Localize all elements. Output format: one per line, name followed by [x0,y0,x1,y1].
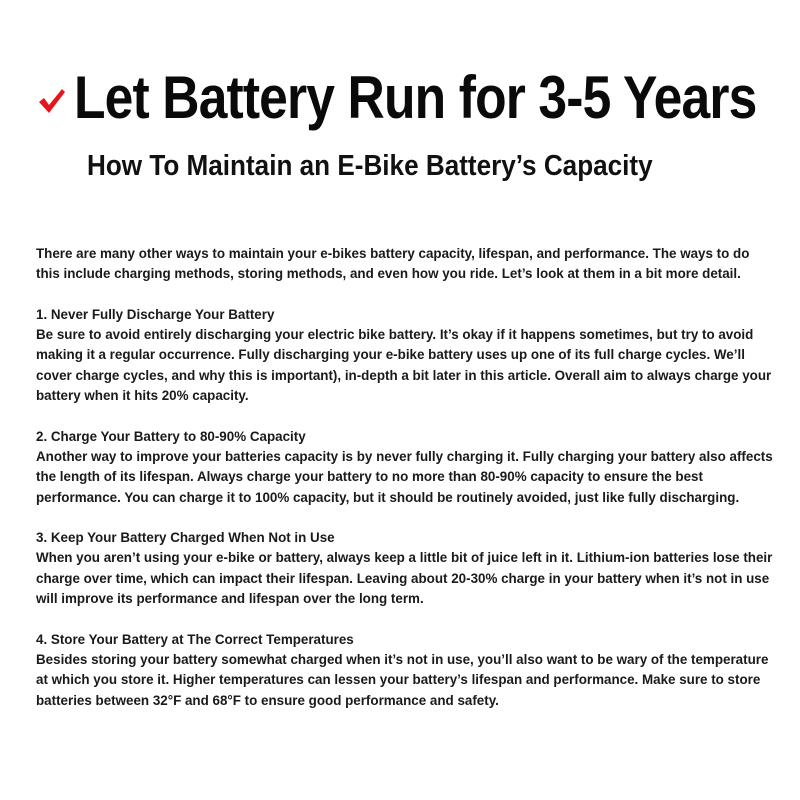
title-row [0,62,800,132]
section-store-temperature [36,630,776,711]
section-body: When you aren’t using your e-bike or battery, always keep a little bit of juice left in it. Lithium-ion batteries lose their charge over time, which can impact their lifespan. Leaving about 20-30% charge in your battery when it’s not in use will improve its performance and lifespan over the long term. [36,550,773,607]
section-heading: 2. Charge Your Battery to 80-90% Capacity [36,428,306,444]
section-charge-80-90 [36,427,776,508]
section-never-discharge [36,305,776,406]
main-title: Let Battery Run for 3-5 Years [74,63,757,131]
section-heading: 1. Never Fully Discharge Your Battery [36,306,275,322]
section-heading: 3. Keep Your Battery Charged When Not in Use [36,530,335,546]
article-body [36,244,776,731]
intro-paragraph: There are many other ways to maintain your e-bikes battery capacity, lifespan, and performance. The ways to do this include charging methods, storing methods, and even how you ride. Let’s look at them in a bit more detail. [36,246,750,282]
section-body: Another way to improve your batteries capacity is by never fully charging it. Fully charging your battery also affects the length of its lifespan. Always charge your battery to no more than 80-90% capacity to ensure the best performance. You can charge it to 100% capacity, but it should be routinely avoided, just like fully discharging. [36,448,773,505]
subtitle: How To Maintain an E-Bike Battery’s Capacity [87,150,653,182]
section-keep-charged [36,528,776,609]
section-body: Besides storing your battery somewhat charged when it’s not in use, you’ll also want to be wary of the temperature at which you store it. Higher temperatures can lessen your battery’s lifespan and performance. Make sure to store batteries between 32°F and 68°F to ensure good performance and safety. [36,651,769,708]
checkmark-icon [36,86,66,116]
section-heading: 4. Store Your Battery at The Correct Temperatures [36,631,354,647]
section-body: Be sure to avoid entirely discharging your electric bike battery. It’s okay if it happens sometimes, but try to avoid making it a regular occurrence. Fully discharging your e-bike battery uses up one of its full charge cycles. We’ll cover charge cycles, and why this is important), in-depth a bit later in this article. Overall aim to always charge your battery when it hits 20% capacity. [36,327,772,404]
